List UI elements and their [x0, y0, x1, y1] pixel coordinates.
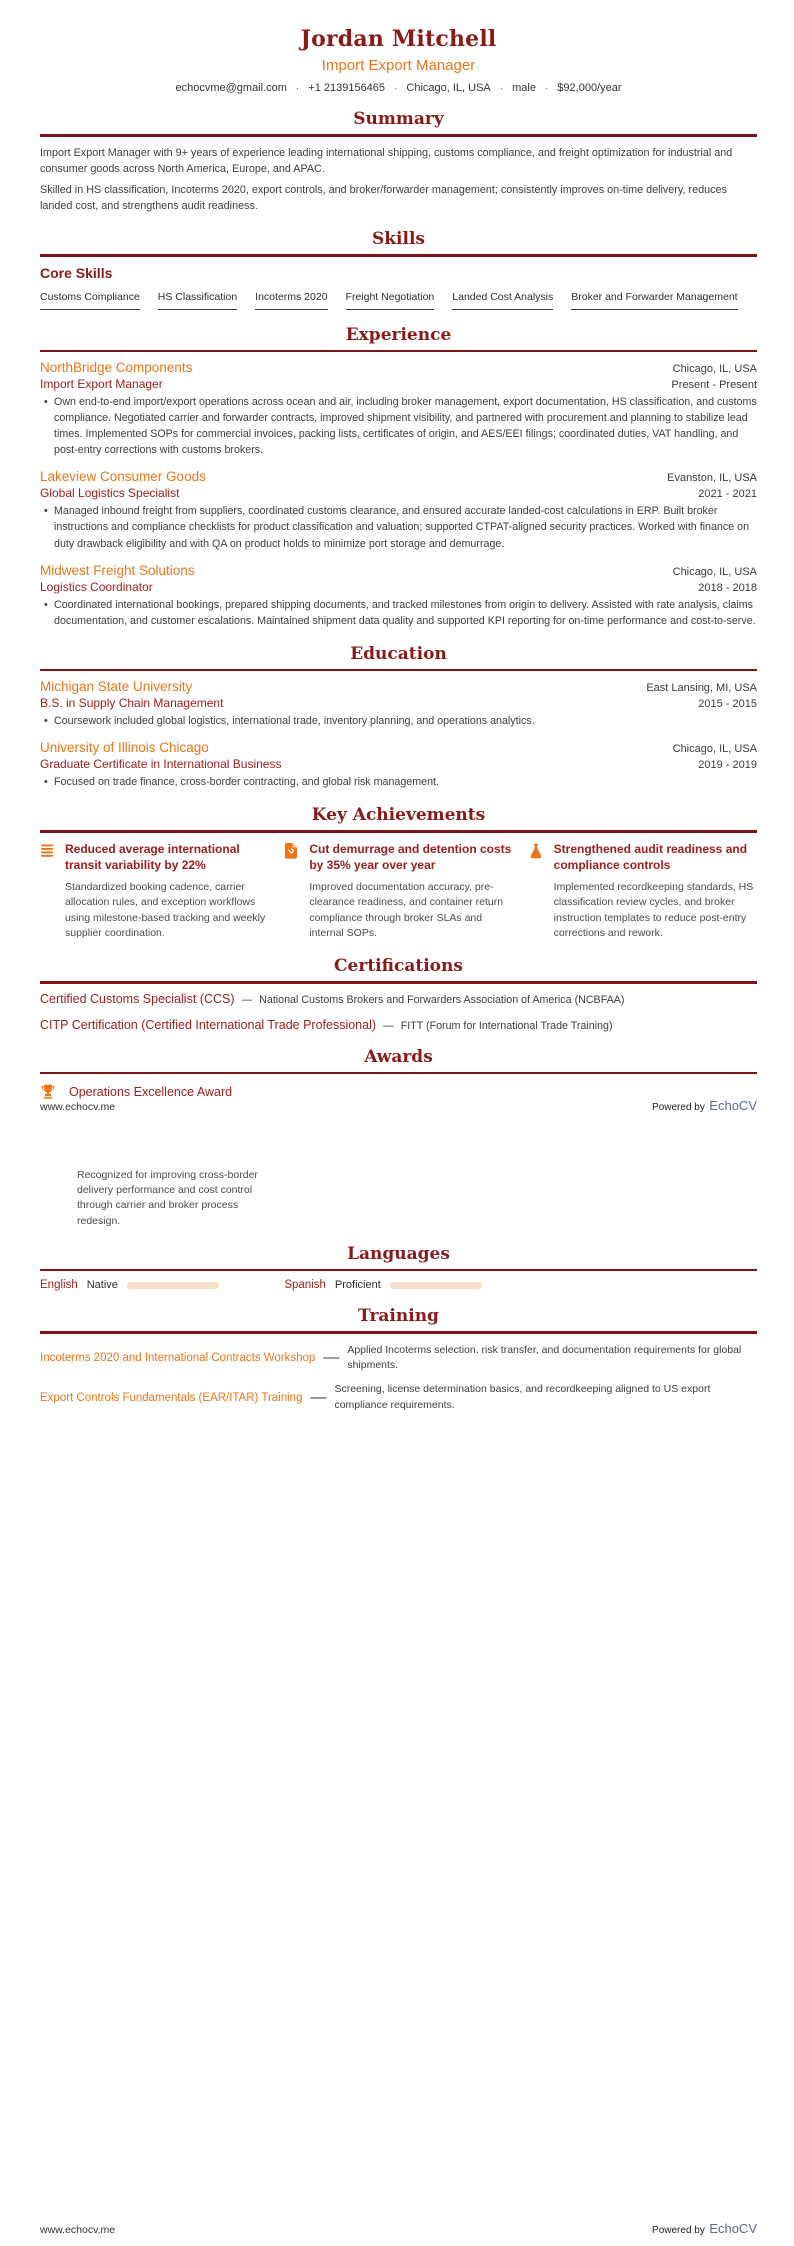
section-divider	[40, 830, 757, 833]
experience-heading: Experience	[345, 324, 452, 345]
training-description: Applied Incoterms selection, risk transfer, and documentation requirements for global shipments.	[347, 1343, 742, 1372]
section-certifications	[40, 956, 757, 1032]
training-heading: Training	[358, 1306, 439, 1327]
role-dates: Present - Present	[671, 379, 757, 392]
language-name: Spanish	[284, 1279, 326, 1292]
language-item	[40, 1279, 268, 1291]
contact-separator: ·	[295, 83, 300, 94]
role-bullet: • Own end-to-end import/export operations across ocean and air, including broker management, export documentation, HS classification, and customs compliance. Negotiated carrier and forwarder contracts, improved shipment visibility, and partnered with procurement and planning to stabilize lead times. Implemented SOPs for commercial invoices, packing lists, certificates of origin, and AES/EEI filings; coordinated duties, VAT handling, and post-entry corrections with customs brokers.	[40, 394, 757, 458]
achievement-item	[40, 841, 268, 941]
education-entry	[40, 740, 757, 790]
achievement-title: Cut demurrage and detention costs by 35% year over year	[309, 841, 512, 872]
brand-link[interactable]: EchoCV	[709, 2221, 757, 2236]
education-entry	[40, 679, 757, 729]
degree-title: B.S. in Supply Chain Management	[40, 696, 224, 711]
powered-by-label: Powered by	[652, 1102, 705, 1113]
company-location: Chicago, IL, USA	[672, 363, 757, 376]
site-link[interactable]: www.echocv.me	[40, 1101, 116, 1113]
company-name: Midwest Freight Solutions	[40, 562, 195, 578]
school-location: Chicago, IL, USA	[672, 743, 757, 756]
role-title: Global Logistics Specialist	[40, 486, 180, 501]
section-languages	[40, 1244, 757, 1292]
degree-bullet: • Focused on trade finance, cross-border contracting, and global risk management.	[40, 774, 757, 790]
skills-heading: Skills	[371, 229, 425, 250]
flask-icon	[529, 841, 545, 941]
role-title: Logistics Coordinator	[40, 579, 153, 594]
powered-by	[652, 1097, 757, 1115]
languages-heading: Languages	[347, 1243, 450, 1264]
list-icon	[40, 841, 56, 941]
achievement-title: Strengthened audit readiness and compliance controls	[553, 841, 748, 872]
summary-paragraph: Import Export Manager with 9+ years of experience leading international shipping, customs compliance, and freight optimization for industrial and consumer goods across North America, Europe, and APAC.	[40, 146, 733, 175]
skill-chip: Incoterms 2020	[255, 291, 327, 310]
experience-entry	[40, 563, 757, 629]
file-icon	[284, 841, 300, 941]
achievements-grid	[40, 841, 757, 941]
candidate-name: Jordan Mitchell	[300, 26, 497, 52]
section-divider	[40, 350, 757, 353]
summary-heading: Summary	[353, 109, 444, 129]
achievement-body: Implemented recordkeeping standards, HS classification review cycles, and broker instruction templates to reduce post-entry corrections and rework.	[553, 881, 754, 939]
role-title: Import Export Manager	[40, 377, 163, 392]
section-divider	[40, 669, 757, 672]
contact-separator: ·	[544, 83, 549, 94]
certification-title: Certified Customs Specialist (CCS)	[40, 991, 235, 1006]
education-heading: Education	[350, 643, 447, 664]
section-key-achievements	[40, 805, 757, 941]
training-title: Export Controls Fundamentals (EAR/ITAR) Training	[40, 1391, 303, 1404]
section-training	[40, 1306, 757, 1412]
skill-chip: HS Classification	[158, 291, 237, 310]
achievements-heading: Key Achievements	[311, 805, 486, 826]
skills-group-title: Core Skills	[40, 264, 113, 281]
role-dates: 2021 - 2021	[698, 488, 757, 501]
skill-chip: Freight Negotiation	[346, 291, 435, 310]
language-proficiency-bar	[127, 1282, 219, 1289]
language-item	[284, 1279, 512, 1291]
section-divider	[40, 1269, 757, 1272]
dash-separator: —	[241, 993, 253, 1006]
site-link[interactable]: www.echocv.me	[40, 2224, 116, 2236]
role-dates: 2018 - 2018	[698, 581, 757, 594]
company-name: NorthBridge Components	[40, 360, 193, 376]
section-experience	[40, 325, 757, 629]
page-footer	[40, 2220, 757, 2238]
achievement-item	[529, 841, 757, 941]
certification-item	[40, 1018, 757, 1032]
award-description: Recognized for improving cross-border delivery performance and cost control through carrier and broker process redesign.	[77, 1169, 258, 1227]
page-footer	[40, 1097, 757, 1115]
school-name: Michigan State University	[40, 679, 193, 695]
degree-title: Graduate Certificate in International Business	[40, 757, 282, 772]
dash-separator: —	[383, 1019, 394, 1032]
dash-separator: —	[310, 1388, 327, 1406]
contact-separator: ·	[499, 83, 504, 94]
section-divider	[40, 134, 757, 137]
company-name: Lakeview Consumer Goods	[40, 469, 206, 485]
page-2	[0, 1123, 794, 2246]
training-title: Incoterms 2020 and International Contracts Workshop	[40, 1352, 316, 1365]
dash-separator: —	[323, 1349, 340, 1367]
awards-heading: Awards	[364, 1046, 433, 1067]
contact-line	[40, 82, 757, 94]
certifications-heading: Certifications	[334, 956, 463, 977]
achievement-body: Standardized booking cadence, carrier allocation rules, and exception workflows using milestone-based tracking and weekly supplier coordination.	[65, 881, 266, 939]
powered-by	[652, 2220, 757, 2238]
contact-salary: $92,000/year	[557, 82, 622, 94]
achievement-body: Improved documentation accuracy, pre-clearance readiness, and container return compliance through broker SLAs and internal SOPs.	[309, 881, 504, 939]
training-item	[40, 1343, 757, 1373]
language-level: Native	[86, 1279, 118, 1292]
section-divider	[40, 1072, 757, 1075]
contact-gender: male	[512, 82, 536, 94]
training-item	[40, 1382, 757, 1412]
powered-by-label: Powered by	[652, 2225, 705, 2236]
brand-link[interactable]: EchoCV	[709, 1098, 757, 1113]
contact-phone: +1 2139156465	[308, 82, 386, 94]
summary-paragraph: Skilled in HS classification, Incoterms 2020, export controls, and broker/forwarder management; consistently improves on-time delivery, reduces landed cost, and strengthens audit readiness.	[40, 183, 727, 213]
school-name: University of Illinois Chicago	[40, 740, 209, 756]
achievement-title: Reduced average international transit variability by 22%	[65, 841, 240, 872]
contact-separator: ·	[394, 83, 398, 94]
company-location: Chicago, IL, USA	[672, 565, 757, 578]
skill-chip: Landed Cost Analysis	[452, 291, 553, 310]
training-description: Screening, license determination basics, and recordkeeping aligned to US export compliance requirements.	[334, 1383, 711, 1411]
certification-item	[40, 992, 757, 1006]
role-bullet: • Managed inbound freight from suppliers, coordinated customs clearance, and ensured accurate landed-cost calculations in ERP. Built broker instructions and compliance checklists for product classification and valuation; supported CTPAT-aligned security practices. Worked with finance on duty drawback eligibility and with QA on product holds to minimize port storage and demurrage.	[40, 503, 757, 551]
section-awards	[40, 1047, 757, 1101]
contact-location: Chicago, IL, USA	[406, 82, 491, 94]
language-name: English	[40, 1279, 78, 1292]
resume-header	[40, 26, 757, 94]
school-location: East Lansing, MI, USA	[646, 682, 757, 695]
skills-list	[40, 291, 757, 310]
degree-bullet: • Coursework included global logistics, international trade, inventory planning, and operations analytics.	[40, 713, 757, 729]
certification-org: National Customs Brokers and Forwarders Association of America (NCBFAA)	[259, 993, 625, 1006]
experience-entry	[40, 469, 757, 551]
role-bullet: • Coordinated international bookings, prepared shipping documents, and tracked milestones from origin to delivery. Assisted with rate analysis, claims documentation, and customer escalations. Maintained shipment data quality and supported KPI reporting for on-time performance and cost-to-serve.	[40, 597, 757, 629]
contact-email[interactable]: echocvme@gmail.com	[175, 82, 287, 94]
section-summary	[40, 109, 757, 214]
skill-chip: Broker and Forwarder Management	[571, 291, 737, 310]
section-divider	[40, 1331, 757, 1334]
achievement-item	[284, 841, 512, 941]
certification-title: CITP Certification (Certified International Trade Professional)	[40, 1017, 377, 1032]
section-education	[40, 644, 757, 791]
language-level: Proficient	[334, 1279, 381, 1292]
certification-org: FITT (Forum for International Trade Training)	[400, 1019, 613, 1032]
degree-dates: 2019 - 2019	[698, 759, 757, 772]
experience-entry	[40, 360, 757, 458]
section-divider	[40, 981, 757, 984]
skill-chip: Customs Compliance	[40, 291, 140, 310]
section-divider	[40, 254, 757, 257]
degree-dates: 2015 - 2015	[698, 698, 757, 711]
section-skills	[40, 229, 757, 310]
languages-grid	[40, 1279, 757, 1291]
language-proficiency-bar	[390, 1282, 482, 1289]
award-title: Operations Excellence Award	[69, 1085, 233, 1100]
candidate-job-title: Import Export Manager	[321, 57, 476, 74]
company-location: Evanston, IL, USA	[667, 472, 757, 485]
